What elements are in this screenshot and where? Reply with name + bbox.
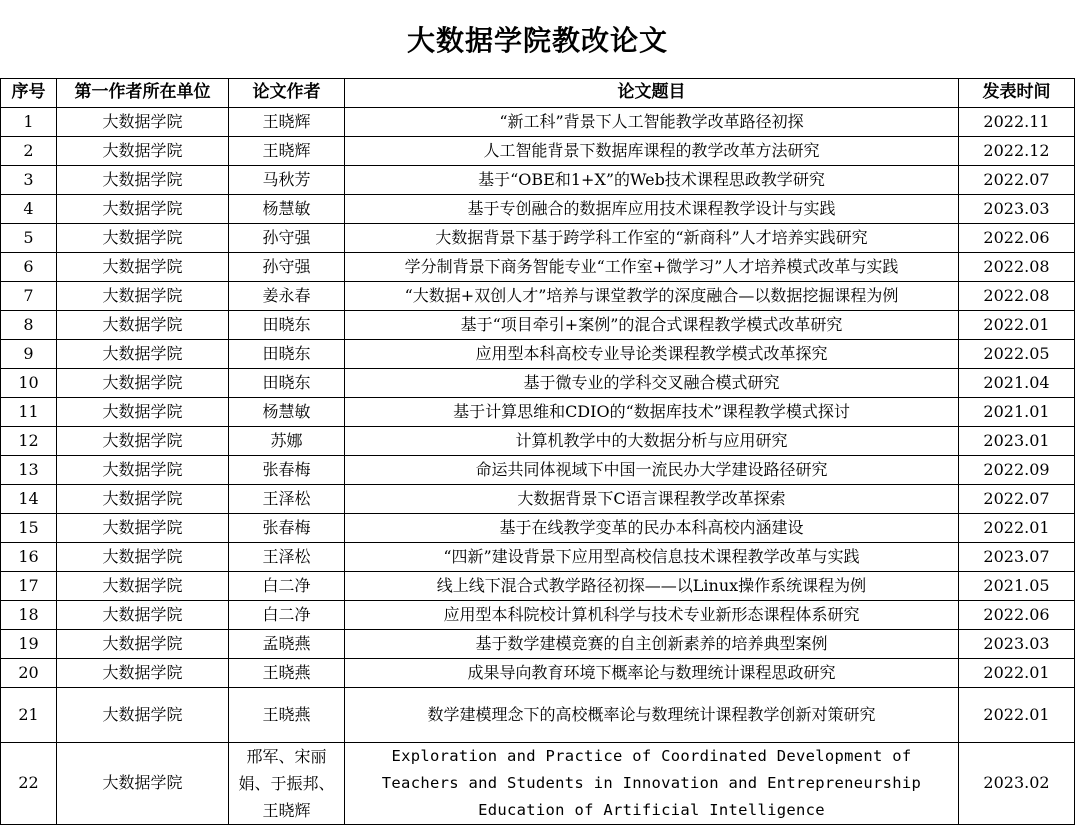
row-author: 张春梅 — [229, 514, 345, 543]
header-unit: 第一作者所在单位 — [57, 79, 229, 108]
row-date: 2023.03 — [959, 195, 1075, 224]
row-author: 田晓东 — [229, 369, 345, 398]
row-unit: 大数据学院 — [57, 688, 229, 743]
row-number: 18 — [1, 601, 57, 630]
row-number: 22 — [1, 743, 57, 825]
table-row — [1, 311, 1075, 340]
row-number: 10 — [1, 369, 57, 398]
table-row — [1, 743, 1075, 825]
row-title: 基于“OBE和1+X”的Web技术课程思政教学研究 — [345, 166, 959, 195]
row-date: 2022.08 — [959, 253, 1075, 282]
table-row — [1, 369, 1075, 398]
row-unit: 大数据学院 — [57, 456, 229, 485]
row-title: Exploration and Practice of Coordinated Development of Teachers and Students in Innovation and Entrepreneurship Education of Artificial Intelligence — [345, 743, 959, 825]
row-date: 2022.07 — [959, 485, 1075, 514]
row-number: 6 — [1, 253, 57, 282]
row-author: 王泽松 — [229, 485, 345, 514]
header-author: 论文作者 — [229, 79, 345, 108]
row-unit: 大数据学院 — [57, 514, 229, 543]
row-title: 学分制背景下商务智能专业“工作室+微学习”人才培养模式改革与实践 — [345, 253, 959, 282]
table-row — [1, 253, 1075, 282]
row-number: 2 — [1, 137, 57, 166]
row-date: 2022.01 — [959, 311, 1075, 340]
table-row — [1, 485, 1075, 514]
row-date: 2021.04 — [959, 369, 1075, 398]
row-date: 2022.07 — [959, 166, 1075, 195]
row-number: 12 — [1, 427, 57, 456]
row-date: 2022.12 — [959, 137, 1075, 166]
table-header-row — [1, 79, 1075, 108]
row-author: 马秋芳 — [229, 166, 345, 195]
row-author: 孟晓燕 — [229, 630, 345, 659]
row-unit: 大数据学院 — [57, 282, 229, 311]
row-title: 基于微专业的学科交叉融合模式研究 — [345, 369, 959, 398]
table-row — [1, 427, 1075, 456]
table-row — [1, 659, 1075, 688]
row-title: 大数据背景下基于跨学科工作室的“新商科”人才培养实践研究 — [345, 224, 959, 253]
row-title: 应用型本科高校专业导论类课程教学模式改革探究 — [345, 340, 959, 369]
row-title: 数学建模理念下的高校概率论与数理统计课程教学创新对策研究 — [345, 688, 959, 743]
row-number: 7 — [1, 282, 57, 311]
row-title: 命运共同体视域下中国一流民办大学建设路径研究 — [345, 456, 959, 485]
row-number: 16 — [1, 543, 57, 572]
row-author: 王晓燕 — [229, 659, 345, 688]
row-title: 线上线下混合式教学路径初探——以Linux操作系统课程为例 — [345, 572, 959, 601]
row-date: 2022.01 — [959, 514, 1075, 543]
row-title: 人工智能背景下数据库课程的教学改革方法研究 — [345, 137, 959, 166]
row-unit: 大数据学院 — [57, 224, 229, 253]
table-row — [1, 166, 1075, 195]
row-author: 姜永春 — [229, 282, 345, 311]
row-author: 白二净 — [229, 601, 345, 630]
table-row — [1, 630, 1075, 659]
row-number: 21 — [1, 688, 57, 743]
row-unit: 大数据学院 — [57, 543, 229, 572]
table-row — [1, 601, 1075, 630]
table-row — [1, 514, 1075, 543]
row-title: 成果导向教育环境下概率论与数理统计课程思政研究 — [345, 659, 959, 688]
header-title: 论文题目 — [345, 79, 959, 108]
row-unit: 大数据学院 — [57, 427, 229, 456]
row-number: 14 — [1, 485, 57, 514]
row-title: 基于“项目牵引+案例”的混合式课程教学模式改革研究 — [345, 311, 959, 340]
row-unit: 大数据学院 — [57, 659, 229, 688]
row-title: “四新”建设背景下应用型高校信息技术课程教学改革与实践 — [345, 543, 959, 572]
table-body — [1, 108, 1075, 825]
header-date: 发表时间 — [959, 79, 1075, 108]
row-unit: 大数据学院 — [57, 743, 229, 825]
row-unit: 大数据学院 — [57, 340, 229, 369]
row-number: 20 — [1, 659, 57, 688]
row-author: 苏娜 — [229, 427, 345, 456]
row-title: 基于计算思维和CDIO的“数据库技术”课程教学模式探讨 — [345, 398, 959, 427]
row-title: 大数据背景下C语言课程教学改革探索 — [345, 485, 959, 514]
row-unit: 大数据学院 — [57, 398, 229, 427]
table-row — [1, 195, 1075, 224]
row-number: 5 — [1, 224, 57, 253]
table-row — [1, 456, 1075, 485]
row-unit: 大数据学院 — [57, 311, 229, 340]
row-unit: 大数据学院 — [57, 601, 229, 630]
row-title: “大数据+双创人才”培养与课堂教学的深度融合—以数据挖掘课程为例 — [345, 282, 959, 311]
row-date: 2023.07 — [959, 543, 1075, 572]
row-author: 孙守强 — [229, 224, 345, 253]
row-date: 2022.06 — [959, 224, 1075, 253]
row-title: 应用型本科院校计算机科学与技术专业新形态课程体系研究 — [345, 601, 959, 630]
row-date: 2023.03 — [959, 630, 1075, 659]
row-author: 王晓燕 — [229, 688, 345, 743]
row-date: 2022.11 — [959, 108, 1075, 137]
row-author: 孙守强 — [229, 253, 345, 282]
header-no: 序号 — [1, 79, 57, 108]
row-unit: 大数据学院 — [57, 253, 229, 282]
table-row — [1, 572, 1075, 601]
row-date: 2022.01 — [959, 659, 1075, 688]
row-number: 19 — [1, 630, 57, 659]
row-date: 2023.01 — [959, 427, 1075, 456]
table-row — [1, 688, 1075, 743]
row-number: 13 — [1, 456, 57, 485]
row-unit: 大数据学院 — [57, 572, 229, 601]
table-row — [1, 543, 1075, 572]
row-unit: 大数据学院 — [57, 630, 229, 659]
row-unit: 大数据学院 — [57, 137, 229, 166]
row-unit: 大数据学院 — [57, 195, 229, 224]
row-unit: 大数据学院 — [57, 485, 229, 514]
row-number: 8 — [1, 311, 57, 340]
row-author: 王泽松 — [229, 543, 345, 572]
row-unit: 大数据学院 — [57, 369, 229, 398]
row-date: 2023.02 — [959, 743, 1075, 825]
row-number: 1 — [1, 108, 57, 137]
row-number: 4 — [1, 195, 57, 224]
row-title: 基于数学建模竞赛的自主创新素养的培养典型案例 — [345, 630, 959, 659]
row-title: “新工科”背景下人工智能教学改革路径初探 — [345, 108, 959, 137]
table-row — [1, 108, 1075, 137]
row-title: 基于在线教学变革的民办本科高校内涵建设 — [345, 514, 959, 543]
row-number: 17 — [1, 572, 57, 601]
row-date: 2022.09 — [959, 456, 1075, 485]
row-author: 王晓辉 — [229, 108, 345, 137]
row-date: 2022.01 — [959, 688, 1075, 743]
table-row — [1, 282, 1075, 311]
row-date: 2022.06 — [959, 601, 1075, 630]
row-number: 11 — [1, 398, 57, 427]
row-number: 3 — [1, 166, 57, 195]
row-date: 2022.05 — [959, 340, 1075, 369]
row-author: 田晓东 — [229, 340, 345, 369]
row-number: 9 — [1, 340, 57, 369]
row-title: 计算机教学中的大数据分析与应用研究 — [345, 427, 959, 456]
row-author: 邢军、宋丽娟、于振邦、王晓辉 — [229, 743, 345, 825]
page-title: 大数据学院教改论文 — [406, 24, 668, 57]
row-author: 王晓辉 — [229, 137, 345, 166]
row-number: 15 — [1, 514, 57, 543]
row-date: 2021.01 — [959, 398, 1075, 427]
row-author: 张春梅 — [229, 456, 345, 485]
table-row — [1, 340, 1075, 369]
row-date: 2021.05 — [959, 572, 1075, 601]
row-author: 田晓东 — [229, 311, 345, 340]
row-unit: 大数据学院 — [57, 166, 229, 195]
table-row — [1, 137, 1075, 166]
table-row — [1, 224, 1075, 253]
row-author: 杨慧敏 — [229, 398, 345, 427]
table-row — [1, 398, 1075, 427]
row-author: 白二净 — [229, 572, 345, 601]
row-title: 基于专创融合的数据库应用技术课程教学设计与实践 — [345, 195, 959, 224]
row-date: 2022.08 — [959, 282, 1075, 311]
row-unit: 大数据学院 — [57, 108, 229, 137]
papers-table — [0, 78, 1075, 825]
row-author: 杨慧敏 — [229, 195, 345, 224]
